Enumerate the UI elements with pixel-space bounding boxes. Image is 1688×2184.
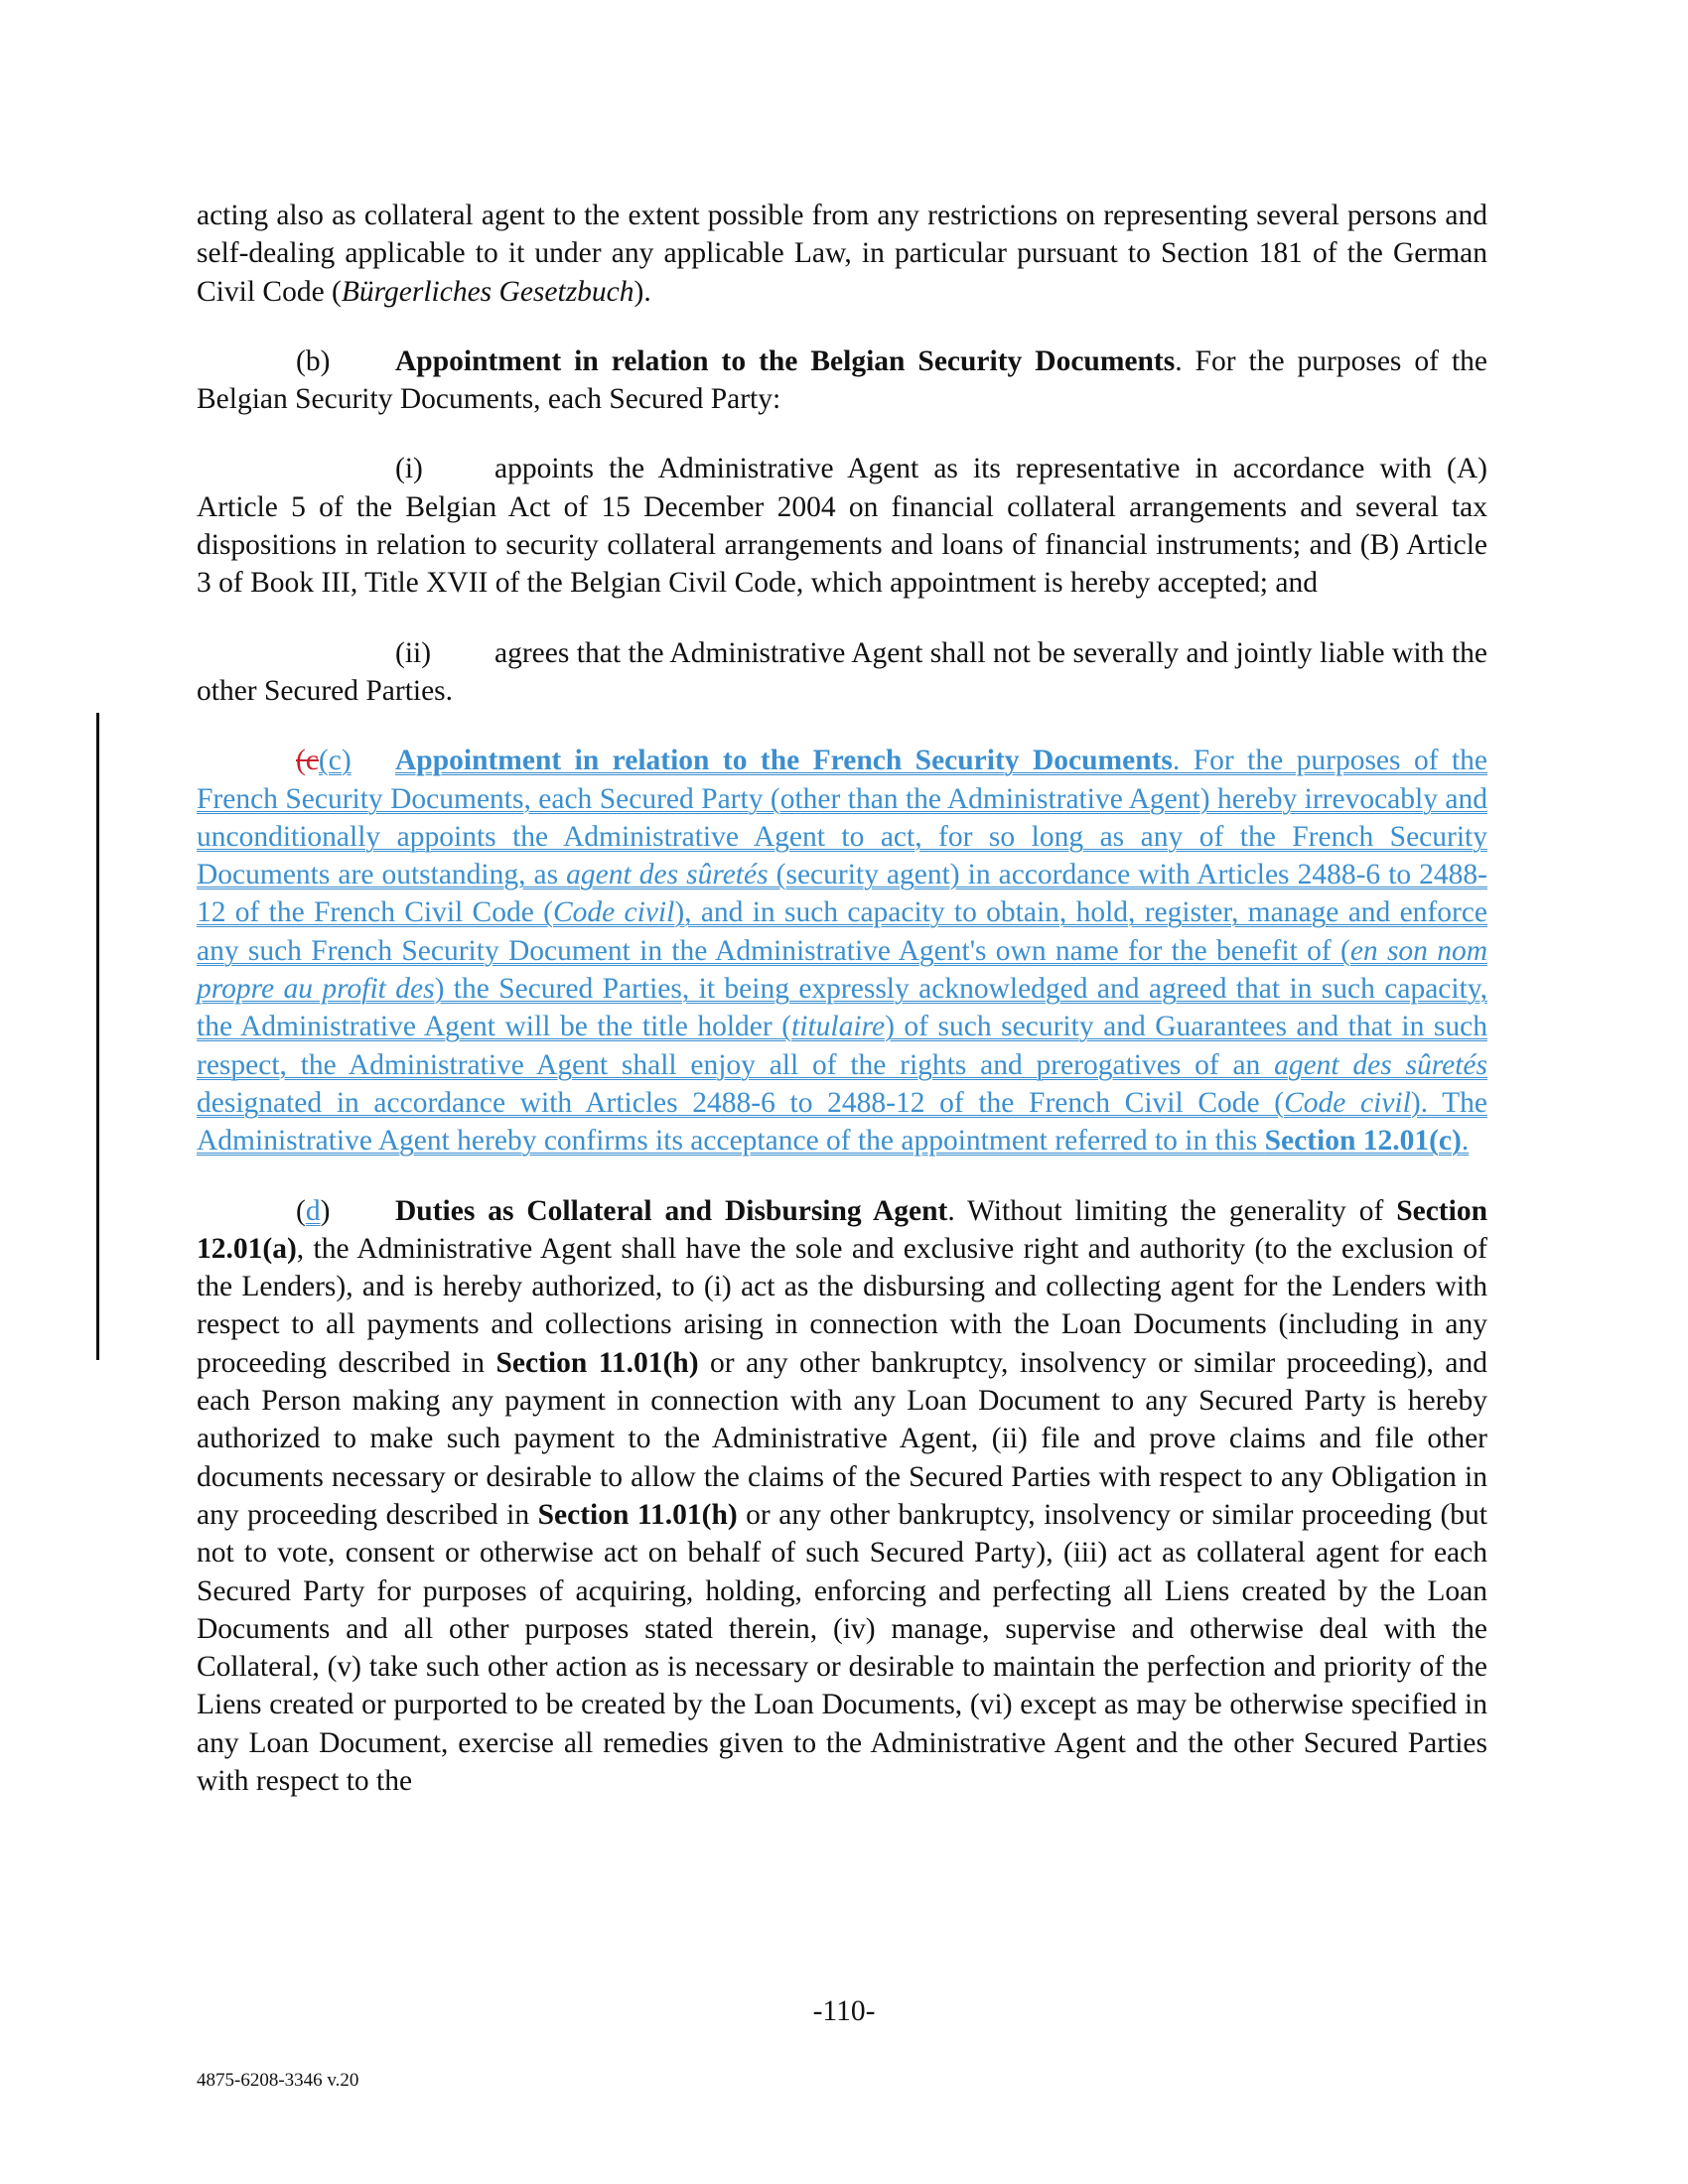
section-ref-12-01-c: Section 12.01(c)	[1264, 1125, 1462, 1158]
clause-label-b: (b)	[296, 344, 331, 377]
inserted-label: (c)	[318, 745, 352, 777]
clause-label-ii: (ii)	[395, 636, 432, 669]
document-id: 4875-6208-3346 v.20	[197, 2070, 359, 2091]
paragraph-b-belgian: (b) Appointment in relation to the Belgian Security Documents. For the purposes of the Belgian Security Documents, each Secured Party:	[197, 342, 1487, 419]
paragraph-d-duties: (d) Duties as Collateral and Disbursing Agent. Without limiting the generality of Section 12.01(a), the Administrative Agent shall have the sole and exclusive right and authority (to the exclusion of the Lenders), and is hereby authorized, to (i) act as the disbursing and collecting agent for the Lenders with respect to all payments and collections arising in connection with the Loan Documents (including in any proceeding described in Section 11.01(h) or any other bankruptcy, insolvency or similar proceeding), and each Person making any payment in connection with any Loan Document to any Secured Party is hereby authorized to make such payment to the Administrative Agent, (ii) file and prove claims and file other documents necessary or desirable to allow the claims of the Secured Parties with respect to any Obligation in any proceeding described in Section 11.01(h) or any other bankruptcy, insolvency or similar proceeding (but not to vote, consent or otherwise act on behalf of such Secured Party), (iii) act as collateral agent for each Secured Party for purposes of acquiring, holding, enforcing and perfecting all Liens created by the Loan Documents and all other purposes stated therein, (iv) manage, supervise and otherwise deal with the Collateral, (v) take such other action as is necessary or desirable to maintain the perfection and priority of the Liens created or purported to be created by the Loan Documents, (vi) except as may be otherwise specified in any Loan Document, exercise all remedies given to the Administrative Agent and the other Secured Parties with respect to the	[197, 1192, 1487, 1801]
page-number: -110-	[812, 1995, 876, 2027]
paragraph-continuation: acting also as collateral agent to the extent possible from any restrictions on representing several persons and self-dealing applicable to it under any applicable Law, in particular pursuant to Section 181 of the German Civil Code (Bürgerliches Gesetzbuch).	[197, 200, 1487, 308]
change-bar	[96, 713, 99, 1360]
section-ref-11-01-h: Section 11.01(h)	[495, 1346, 699, 1379]
paragraph-b-i: (i) appoints the Administrative Agent as its representative in accordance with (A) Article 5 of the Belgian Act of 15 December 2004 on financial collateral arrangements and several tax dispositions in relation to security collateral arrangements and loans of financial instruments; and (B) Article 3 of Book III, Title XVII of the Belgian Civil Code, which appointment is hereby accepted; and	[197, 450, 1487, 602]
paragraph-c-french-inserted: (c(c) Appointment in relation to the French Security Documents. For the purposes of the French Security Documents, each Secured Party (other than the Administrative Agent) hereby irrevocably and unconditionally appoints the Administrative Agent to act, for so long as any of the French Security Documents are outstanding, as agent des sûretés (security agent) in accordance with Articles 2488-6 to 2488-12 of the French Civil Code (Code civil), and in such capacity to obtain, hold, register, manage and enforce any such French Security Document in the Administrative Agent's own name for the benefit of (en son nom propre au profit des) the Secured Parties, it being expressly acknowledged and agreed that in such capacity, the Administrative Agent will be the title holder (titulaire) of such security and Guarantees and that in such respect, the Administrative Agent shall enjoy all of the rights and prerogatives of an agent des sûretés designated in accordance with Articles 2488-6 to 2488-12 of the French Civil Code (Code civil). The Administrative Agent hereby confirms its acceptance of the appointment referred to in this Section 12.01(c).	[197, 745, 1488, 1158]
section-ref-12-01-a: Section 12.01(a)	[197, 1194, 1487, 1265]
heading-belgian: Appointment in relation to the Belgian Security Documents	[395, 344, 1176, 377]
deleted-label: (c	[296, 745, 319, 777]
clause-label-i: (i)	[395, 453, 423, 485]
paragraph-b-ii: (ii) agrees that the Administrative Agent shall not be severally and jointly liable with the other Secured Parties.	[197, 634, 1487, 711]
clause-label-d: (d)	[296, 1194, 331, 1227]
heading-duties: Duties as Collateral and Disbursing Agent	[395, 1194, 948, 1227]
document-body	[197, 197, 1487, 1800]
heading-french: Appointment in relation to the French Security Documents	[395, 745, 1173, 777]
section-ref-11-01-h-2: Section 11.01(h)	[537, 1498, 738, 1531]
